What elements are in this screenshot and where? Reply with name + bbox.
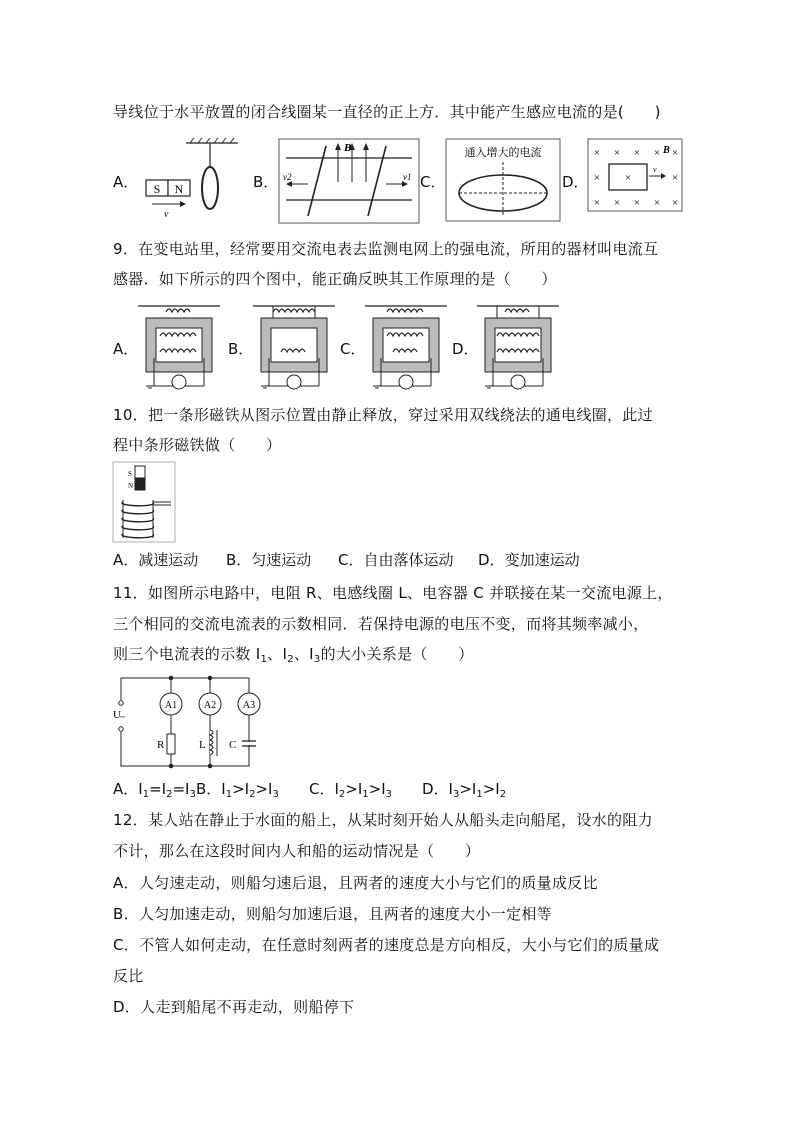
q8-option-c-letter: C． (420, 173, 446, 191)
q8b-v1: v1 (403, 172, 412, 182)
q8d-velocity: v (653, 165, 657, 174)
q12-option-d: D．人走到船尾不再走动，则船停下 (113, 998, 355, 1016)
q10-magnet-n: N (128, 482, 134, 490)
q11-meter-a2: A2 (203, 700, 217, 711)
q10-option-d: D．变加速运动 (478, 551, 580, 569)
svg-text:×: × (613, 197, 621, 209)
q9-figure-c (365, 302, 447, 390)
q10-stem-line1: 10．把一条形磁铁从图示位置由静止释放，穿过采用双线绕法的通电线圈，此过 (113, 406, 653, 424)
svg-text:×: × (671, 172, 679, 184)
svg-text:×: × (593, 197, 601, 209)
q8-figure-c (445, 138, 561, 222)
q11-label-l: L (199, 739, 206, 751)
q8-stem-tail: 导线位于水平放置的闭合线圈某一直径的正上方．其中能产生感应电流的是( ) (113, 103, 661, 121)
q12-option-c-line2: 反比 (113, 967, 144, 985)
q11-meter-a3: A3 (242, 700, 256, 711)
q10-option-a: A．减速运动 (113, 551, 199, 569)
q8b-v2: v2 (283, 172, 292, 182)
q9-option-b-letter: B． (228, 340, 254, 358)
q8-option-d-letter: D． (562, 173, 589, 191)
svg-text:×: × (671, 147, 679, 159)
q11-label-r: R (157, 739, 165, 751)
q11-stem-line3: 则三个电流表的示数 $I_1$、$I_2$、$I_3$的大小关系是（ ） (113, 645, 474, 665)
q10-option-b: B．匀速运动 (226, 551, 312, 569)
q11-meter-a1: A1 (164, 700, 178, 711)
svg-text:×: × (633, 197, 641, 209)
q9-option-a-letter: A． (113, 340, 139, 358)
q9-figure-d (477, 302, 559, 390)
svg-text:×: × (653, 147, 661, 159)
q12-stem-line2: 不计，那么在这段时间内人和船的运动情况是（ ） (113, 842, 481, 860)
q9-figure-a (138, 302, 220, 390)
q8c-label: 通入增大的电流 (464, 147, 542, 159)
q11-source-u: U (113, 709, 121, 721)
q12-option-c-line1: C．不管人如何走动，在任意时刻两者的速度总是方向相反，大小与它们的质量成 (113, 936, 660, 954)
q11-stem-line1: 11．如图所示电路中，电阻 R、电感线圈 L、电容器 C 并联接在某一交流电源上， (113, 584, 673, 602)
svg-text:×: × (633, 147, 641, 159)
q10-option-c: C．自由落体运动 (338, 551, 454, 569)
q8-option-a-letter: A． (113, 173, 139, 191)
q9-figure-b (253, 302, 335, 390)
q10-figure (113, 462, 175, 542)
svg-text:×: × (671, 197, 679, 209)
svg-text:×: × (613, 147, 621, 159)
svg-text:×: × (624, 172, 632, 184)
q11-stem-line2: 三个相同的交流电流表的示数相同．若保持电源的电压不变，而将其频率减小， (113, 615, 649, 633)
q9-stem-line2: 感器．如下所示的四个图中，能正确反映其工作原理的是（ ） (113, 270, 557, 288)
q8d-field: B (663, 145, 670, 156)
q11-option-b: B．$I_1>I_2>I_3$ (196, 780, 279, 800)
q9-stem-line1: 9．在变电站里，经常要用交流电表去监测电网上的强电流，所用的器材叫电流互 (113, 240, 659, 258)
q12-option-b: B．人匀加速走动，则船匀加速后退，且两者的速度大小一定相等 (113, 905, 552, 923)
q11-option-c: C．$I_2>I_1>I_3$ (309, 780, 393, 800)
q8a-magnet-n: N (174, 182, 184, 196)
q11-circuit (113, 672, 263, 772)
q8b-field: B (344, 142, 352, 154)
q8-figure-d (587, 138, 683, 212)
q11-option-a: A．$I_1=I_2=I_3$ (113, 780, 196, 800)
svg-text:×: × (653, 197, 661, 209)
q9-option-d-letter: D． (452, 340, 479, 358)
q8-figure-b (278, 138, 420, 224)
q12-option-a: A．人匀速走动，则船匀速后退，且两者的速度大小与它们的质量成反比 (113, 874, 598, 892)
q10-stem-line2: 程中条形磁铁做（ ） (113, 436, 282, 454)
q8a-velocity: v (164, 209, 169, 220)
q11-label-c: C (229, 739, 237, 751)
q10-magnet-s: S (128, 470, 132, 478)
q8-option-b-letter: B． (253, 173, 279, 191)
q11-source-tilde: ~ (120, 712, 125, 722)
svg-text:×: × (593, 172, 601, 184)
q11-option-d: D．$I_3>I_1>I_2$ (422, 780, 507, 800)
svg-text:×: × (593, 147, 601, 159)
q8-figure-a (138, 138, 248, 220)
q8a-magnet-s: S (153, 182, 161, 196)
q12-stem-line1: 12．某人站在静止于水面的船上，从某时刻开始人从船头走向船尾，设水的阻力 (113, 811, 653, 829)
q9-option-c-letter: C． (340, 340, 366, 358)
